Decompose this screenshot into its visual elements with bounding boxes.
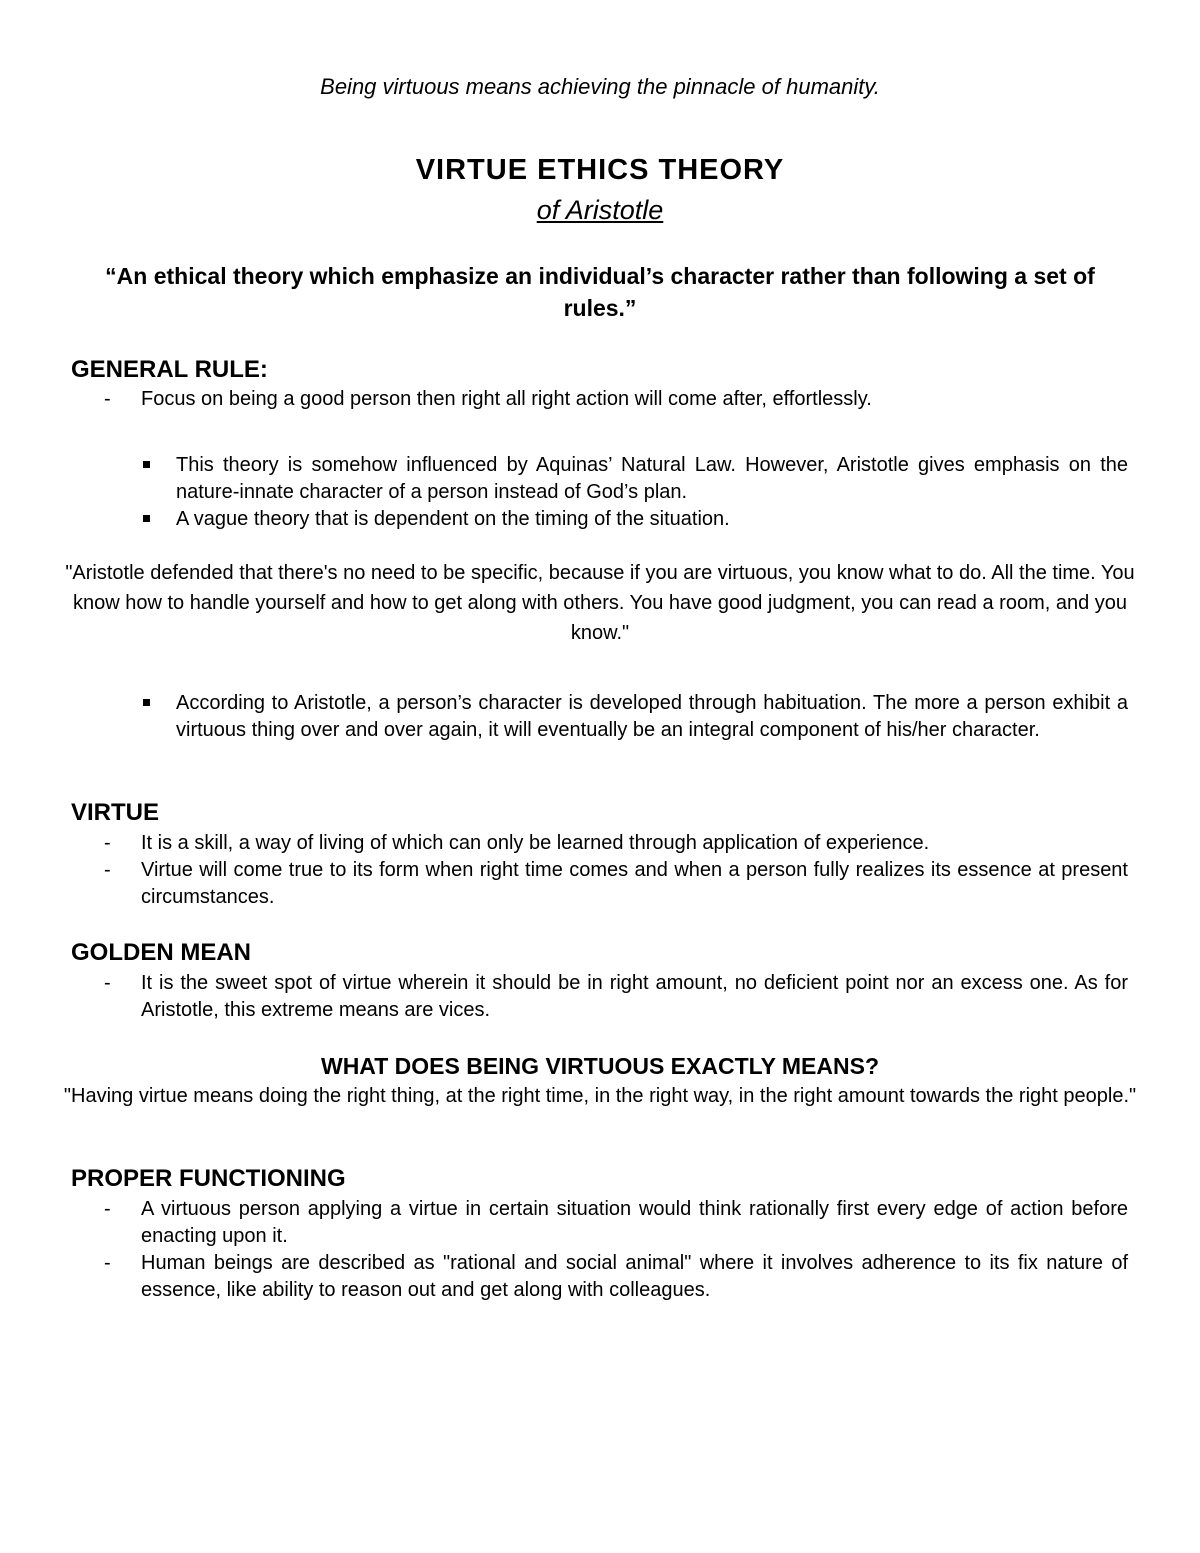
general-rule-list — [104, 386, 1128, 413]
dash-marker: - — [104, 859, 111, 881]
list-item — [143, 506, 1128, 533]
list-item-text: Human beings are described as "rational and social animal" where it involves adherence to its fix nature of essence, like ability to reason out and get along with colleagues. — [141, 1252, 1128, 1301]
list-item — [104, 970, 1128, 1024]
list-item-text: A vague theory that is dependent on the timing of the situation. — [176, 508, 730, 530]
list-item-text: Focus on being a good person then right all right action will come after, effortlessly. — [141, 388, 872, 410]
aristotle-quote: "Aristotle defended that there's no need to be specific, because if you are virtuous, you know what to do. All the time. You know how to handle yourself and how to get along with others. You have good judgment, you can read a room, and you know." — [65, 562, 1135, 644]
document-subtitle: of Aristotle — [536, 195, 664, 225]
list-item — [104, 830, 1128, 857]
virtuous-means-heading: WHAT DOES BEING VIRTUOUS EXACTLY MEANS? — [320, 1053, 879, 1079]
dash-marker: - — [104, 1198, 111, 1220]
dash-marker: - — [104, 832, 111, 854]
list-item-text: It is a skill, a way of living of which can only be learned through application of experience. — [141, 832, 930, 854]
golden-mean-list — [104, 970, 1128, 1024]
list-item — [143, 452, 1128, 506]
list-item-text: It is the sweet spot of virtue wherein it should be in right amount, no deficient point nor an excess one. As for Aristotle, this extreme means are vices. — [141, 972, 1128, 1021]
square-bullet-icon — [143, 461, 150, 468]
general-rule-bullets — [143, 452, 1128, 533]
list-item — [104, 857, 1128, 911]
list-item — [104, 1196, 1128, 1250]
epigraph: Being virtuous means achieving the pinnacle of humanity. — [320, 74, 880, 99]
dash-marker: - — [104, 972, 111, 994]
definition-quote: “An ethical theory which emphasize an individual’s character rather than following a set of rules.” — [105, 263, 1095, 321]
dash-marker: - — [104, 1252, 111, 1274]
list-item-text: Virtue will come true to its form when right time comes and when a person fully realizes its essence at present circumstances. — [141, 859, 1128, 908]
general-rule-bullets-2 — [143, 690, 1128, 744]
list-item — [104, 1250, 1128, 1304]
list-item-text: This theory is somehow influenced by Aquinas’ Natural Law. However, Aristotle gives emphasis on the nature-innate character of a person instead of God’s plan. — [176, 454, 1128, 503]
list-item-text: According to Aristotle, a person’s character is developed through habituation. The more a person exhibit a virtuous thing over and over again, it will eventually be an integral component of his/her character. — [176, 692, 1128, 741]
virtue-heading: VIRTUE — [71, 799, 160, 826]
dash-marker: - — [104, 388, 111, 410]
document-title: VIRTUE ETHICS THEORY — [415, 154, 785, 186]
list-item — [143, 690, 1128, 744]
proper-functioning-heading: PROPER FUNCTIONING — [71, 1165, 346, 1192]
virtue-list — [104, 830, 1128, 911]
square-bullet-icon — [143, 515, 150, 522]
virtue-definition-quote: "Having virtue means doing the right thing, at the right time, in the right way, in the right amount towards the right people." — [63, 1085, 1137, 1107]
general-rule-heading: GENERAL RULE: — [71, 356, 268, 383]
proper-functioning-list — [104, 1196, 1128, 1304]
square-bullet-icon — [143, 699, 150, 706]
golden-mean-heading: GOLDEN MEAN — [71, 939, 251, 966]
list-item — [104, 386, 1128, 413]
list-item-text: A virtuous person applying a virtue in certain situation would think rationally first every edge of action before enacting upon it. — [141, 1198, 1128, 1247]
